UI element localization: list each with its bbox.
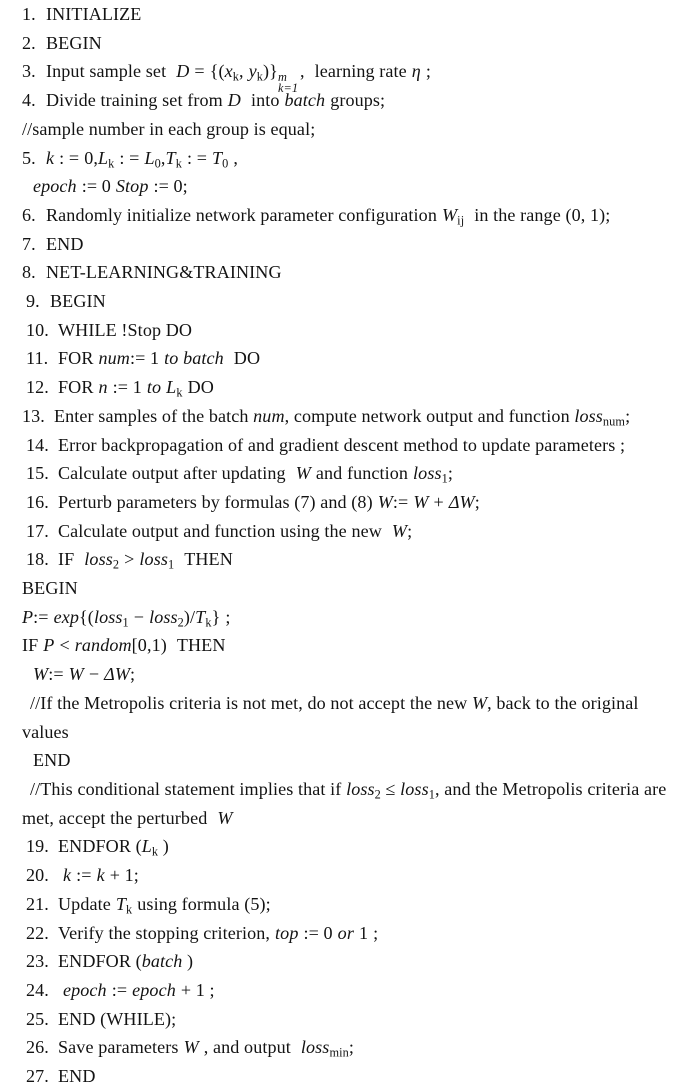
math-var-k: k (46, 147, 55, 168)
step-text: END (46, 233, 84, 254)
step-number: 8. (22, 262, 36, 283)
step-number: 16. (26, 491, 49, 512)
step-text: Divide training set from (46, 90, 223, 111)
math-sub-min: min (329, 1045, 349, 1060)
math-var-eta: η (411, 61, 421, 82)
math-random: random (74, 635, 132, 656)
math-assign: : = (186, 147, 207, 168)
algorithm-step-1 (0, 0, 685, 29)
math-minus: − (88, 664, 100, 685)
step-number: 10. (26, 319, 49, 340)
step-text: BEGIN (46, 32, 102, 53)
math-close: } (211, 606, 221, 627)
step-end: ; (425, 61, 432, 82)
math-assign: := 0 (81, 176, 111, 197)
step-text: ENDFOR ( (58, 836, 142, 857)
step-text-post: , compute network output and function (284, 405, 570, 426)
step-text: FOR (58, 348, 94, 369)
algorithm-formula-p (0, 603, 685, 632)
math-loss: loss (300, 1037, 330, 1058)
step-text-post: ) (158, 836, 169, 857)
math-to: to (146, 377, 162, 398)
step-number: 18. (26, 549, 49, 570)
algorithm-step-7 (0, 230, 685, 259)
math-loss: loss (400, 778, 429, 799)
math-zero: 0, (84, 147, 98, 168)
begin-text: BEGIN (22, 578, 78, 599)
algorithm-step-9 (0, 287, 685, 316)
step-text-post: groups; (330, 90, 386, 111)
math-sub-1: 1 (122, 615, 129, 630)
math-var-D: D (176, 61, 190, 82)
math-var-x: x (224, 61, 233, 82)
step-number: 1. (22, 4, 36, 24)
math-loss: loss (346, 778, 375, 799)
algorithm-step-3 (0, 57, 685, 96)
math-delta-W: ΔW (104, 664, 131, 685)
math-var-P: P (22, 606, 34, 627)
math-sub-k: k (232, 69, 239, 84)
step-number: 24. (26, 979, 49, 1000)
algorithm-step-20 (0, 861, 685, 890)
algorithm-step-13 (0, 402, 685, 431)
math-sub-2: 2 (177, 615, 184, 630)
step-text: BEGIN (50, 291, 106, 312)
math-loss: loss (574, 405, 603, 426)
math-var-epoch: epoch (63, 979, 107, 1000)
step-text: END (58, 1066, 96, 1087)
algorithm-step-19 (0, 832, 685, 861)
algorithm-step-11 (0, 344, 685, 373)
algorithm-step-16 (0, 488, 685, 517)
step-end: ; (204, 979, 215, 1000)
math-var-W: W (217, 807, 233, 828)
math-var-W: W (441, 204, 458, 225)
step-text: ENDFOR ( (58, 951, 142, 972)
algorithm-step-23 (0, 947, 685, 976)
math-minus: − (133, 606, 145, 627)
math-to-batch: to batch (164, 348, 224, 369)
step-number: 17. (26, 520, 49, 541)
step-text-mid: , and output (203, 1037, 291, 1058)
step-end: ; (225, 606, 231, 627)
algorithm-comment-2 (0, 689, 685, 746)
math-assign: := 0 (303, 922, 333, 943)
step-text: Calculate output after updating (58, 463, 286, 484)
math-var-T: T (165, 147, 176, 168)
math-assign: := (111, 979, 128, 1000)
algorithm-comment-1 (0, 115, 685, 144)
math-var-T0: T (212, 147, 223, 168)
end-text: END (33, 750, 71, 771)
math-assign: := (33, 606, 49, 627)
algorithm-step-26 (0, 1033, 685, 1062)
math-set-open: {( (209, 61, 225, 82)
math-var-L: L (141, 836, 152, 857)
math-sub-0: 0 (222, 155, 229, 170)
math-var-top: top (275, 922, 299, 943)
step-number: 3. (22, 61, 36, 82)
algorithm-inner-begin (0, 574, 685, 603)
algorithm-step-21 (0, 890, 685, 919)
step-end: ; (130, 664, 136, 685)
math-sub-1: 1 (441, 471, 448, 486)
step-end: ; (447, 463, 453, 484)
step-text-post: learning rate (314, 61, 407, 82)
math-plus-one: + 1; (109, 865, 139, 886)
step-text-post: in the range (0, 1); (474, 204, 611, 225)
step-number: 27. (26, 1066, 49, 1087)
math-var-W: W (391, 520, 408, 541)
step-text: END (WHILE); (58, 1008, 177, 1029)
math-sub-num: num (602, 414, 626, 429)
math-var-W: W (295, 463, 311, 484)
algorithm-step-24 (0, 976, 685, 1005)
math-delta-W: ΔW (448, 491, 475, 512)
step-end: ; (373, 922, 379, 943)
math-var-n: n (98, 377, 108, 398)
step-number: 22. (26, 922, 49, 943)
math-var-batch: batch (141, 951, 183, 972)
math-or: or (337, 922, 354, 943)
math-var-epoch: epoch (33, 176, 77, 197)
step-number: 7. (22, 233, 36, 254)
algorithm-step-15 (0, 459, 685, 488)
math-comma: , (160, 147, 166, 168)
math-mid-comma: , (299, 61, 305, 82)
step-number: 26. (26, 1037, 49, 1058)
step-text-post: DO (187, 377, 214, 398)
step-number: 6. (22, 204, 36, 225)
math-sup-m: m (277, 69, 287, 84)
math-loss: loss (84, 549, 113, 570)
step-text: NET-LEARNING&TRAINING (46, 262, 282, 283)
step-text: Error backpropagation of and gradient descent method to update parameters ; (58, 434, 626, 455)
math-range: [0,1) (131, 635, 167, 656)
algorithm-step-18 (0, 545, 685, 574)
math-var-L: L (97, 147, 109, 168)
algorithm-step-4 (0, 86, 685, 115)
step-number: 23. (26, 951, 49, 972)
math-sub-k: k (205, 615, 212, 630)
math-var-y: y (248, 61, 257, 82)
math-var-W: W (33, 664, 49, 685)
step-text: INITIALIZE (46, 4, 142, 24)
step-number: 19. (26, 836, 49, 857)
math-assign: := 0; (153, 176, 188, 197)
math-loss: loss (413, 463, 442, 484)
step-number: 9. (26, 291, 40, 312)
step-number: 25. (26, 1008, 49, 1029)
step-end: ; (348, 1037, 355, 1058)
math-set-close: )} (263, 61, 278, 82)
step-number: 2. (22, 32, 36, 53)
math-assign: : = (119, 147, 140, 168)
math-sub-2: 2 (112, 557, 120, 572)
step-text-mid: into (250, 90, 280, 111)
step-text-mid: and function (315, 463, 409, 484)
math-sub-k: k (108, 155, 115, 170)
step-number: 13. (22, 405, 45, 426)
math-var-num: num (253, 405, 285, 426)
algorithm-inner-end (0, 746, 685, 775)
math-sub-k: k (175, 155, 182, 170)
math-loss: loss (93, 606, 123, 627)
math-loss: loss (149, 606, 178, 627)
algorithm-step-12 (0, 373, 685, 402)
algorithm-step-25 (0, 1005, 685, 1034)
algorithm-step-10 (0, 316, 685, 345)
step-text: Input sample set (46, 61, 167, 82)
math-var-L0: L (144, 147, 155, 168)
if-keyword: IF (22, 635, 39, 656)
comment-text: //sample number in each group is equal; (22, 118, 316, 139)
step-text: Verify the stopping criterion, (58, 922, 271, 943)
algorithm-step-6 (0, 201, 685, 230)
math-sub-k: k (176, 385, 183, 400)
then-keyword: THEN (176, 635, 226, 656)
step-text: FOR (58, 377, 94, 398)
math-var-L: L (166, 377, 177, 398)
math-sub-1: 1 (428, 787, 435, 802)
math-sub-ij: ij (457, 213, 465, 228)
math-loss-num (574, 405, 631, 429)
math-loss: loss (139, 549, 168, 570)
math-gt: > (124, 549, 135, 570)
step-number: 21. (26, 893, 49, 914)
step-text: IF (58, 549, 75, 570)
math-assign: : = (59, 147, 80, 168)
step-number: 4. (22, 90, 36, 111)
math-le: ≤ (385, 778, 396, 799)
algorithm-step-27 (0, 1062, 685, 1091)
math-var-stop: Stop (115, 176, 149, 197)
math-assign: := 1 (112, 377, 142, 398)
comment-text: //If the Metropolis criteria is not met, do not accept the new (30, 692, 468, 713)
step-text: Update (58, 893, 111, 914)
step-end: ; (625, 405, 631, 426)
step-number: 20. (26, 865, 49, 886)
math-open: {( (79, 606, 94, 627)
algorithm-comment-3 (0, 775, 685, 832)
math-assign: := (392, 491, 409, 512)
step-text-post: DO (233, 348, 261, 369)
step-text: Save parameters (58, 1037, 179, 1058)
algorithm-inner-if (0, 631, 685, 660)
math-var-D: D (227, 90, 241, 111)
math-var-W: W (413, 491, 429, 512)
math-var-W: W (377, 491, 393, 512)
math-eq: = (194, 61, 205, 82)
comment-text-post: , back to the original values (22, 692, 639, 742)
math-comma: , (239, 61, 244, 82)
math-sub-1: 1 (167, 557, 175, 572)
math-div: )/ (183, 606, 196, 627)
comment-text: //This conditional statement implies that if (30, 778, 342, 799)
step-text-post: THEN (184, 549, 233, 570)
step-number: 11. (26, 348, 49, 369)
math-var-k: k (96, 865, 105, 886)
math-var-epoch: epoch (132, 979, 176, 1000)
algorithm-formula-w-revert (0, 660, 685, 689)
step-text: Randomly initialize network parameter configuration (46, 204, 437, 225)
math-exp: exp (53, 606, 80, 627)
math-var-batch: batch (284, 90, 326, 111)
math-var-T: T (195, 606, 206, 627)
step-number: 14. (26, 434, 49, 455)
math-var-k: k (63, 865, 72, 886)
step-text-post: ) (182, 951, 194, 972)
step-text: Perturb parameters by formulas (7) and (8) (58, 491, 373, 512)
step-text: WHILE !Stop DO (58, 319, 193, 340)
algorithm-step-5 (0, 144, 685, 173)
math-var-W: W (471, 692, 488, 713)
math-tail-comma: , (233, 147, 239, 168)
step-text: Enter samples of the batch (54, 405, 249, 426)
math-var-T: T (115, 893, 127, 914)
math-var-P: P (43, 635, 55, 656)
algorithm-step-5-cont (0, 172, 685, 201)
math-assign: := (76, 865, 92, 886)
algorithm-step-17 (0, 517, 685, 546)
step-end: ; (474, 491, 480, 512)
math-sub-2: 2 (374, 787, 381, 802)
math-assign: := 1 (129, 348, 160, 369)
math-var-W: W (183, 1037, 199, 1058)
step-text-post: using formula (5); (137, 893, 271, 914)
step-number: 5. (22, 147, 36, 168)
math-plus: + (433, 491, 444, 512)
math-one: 1 (358, 922, 369, 943)
math-sub-k1: k=1 (277, 81, 299, 96)
step-end: ; (407, 520, 413, 541)
math-assign: := (48, 664, 64, 685)
algorithm-step-2 (0, 29, 685, 58)
step-number: 15. (26, 463, 49, 484)
algorithm-step-14 (0, 431, 685, 460)
math-plus-one: + 1 (180, 979, 205, 1000)
step-text: Calculate output and function using the new (58, 520, 382, 541)
math-sub-k: k (256, 69, 264, 84)
algorithm-step-8 (0, 258, 685, 287)
step-number: 12. (26, 377, 49, 398)
math-var-num: num (98, 348, 130, 369)
math-var-W: W (68, 664, 84, 685)
math-sub-0: 0 (154, 155, 161, 170)
math-lt: < (59, 635, 70, 656)
math-sub-k: k (126, 902, 133, 917)
comment-text-mid: , and the Metropolis criteria are met, accept the perturbed (22, 778, 667, 828)
math-sub-k: k (151, 844, 159, 859)
